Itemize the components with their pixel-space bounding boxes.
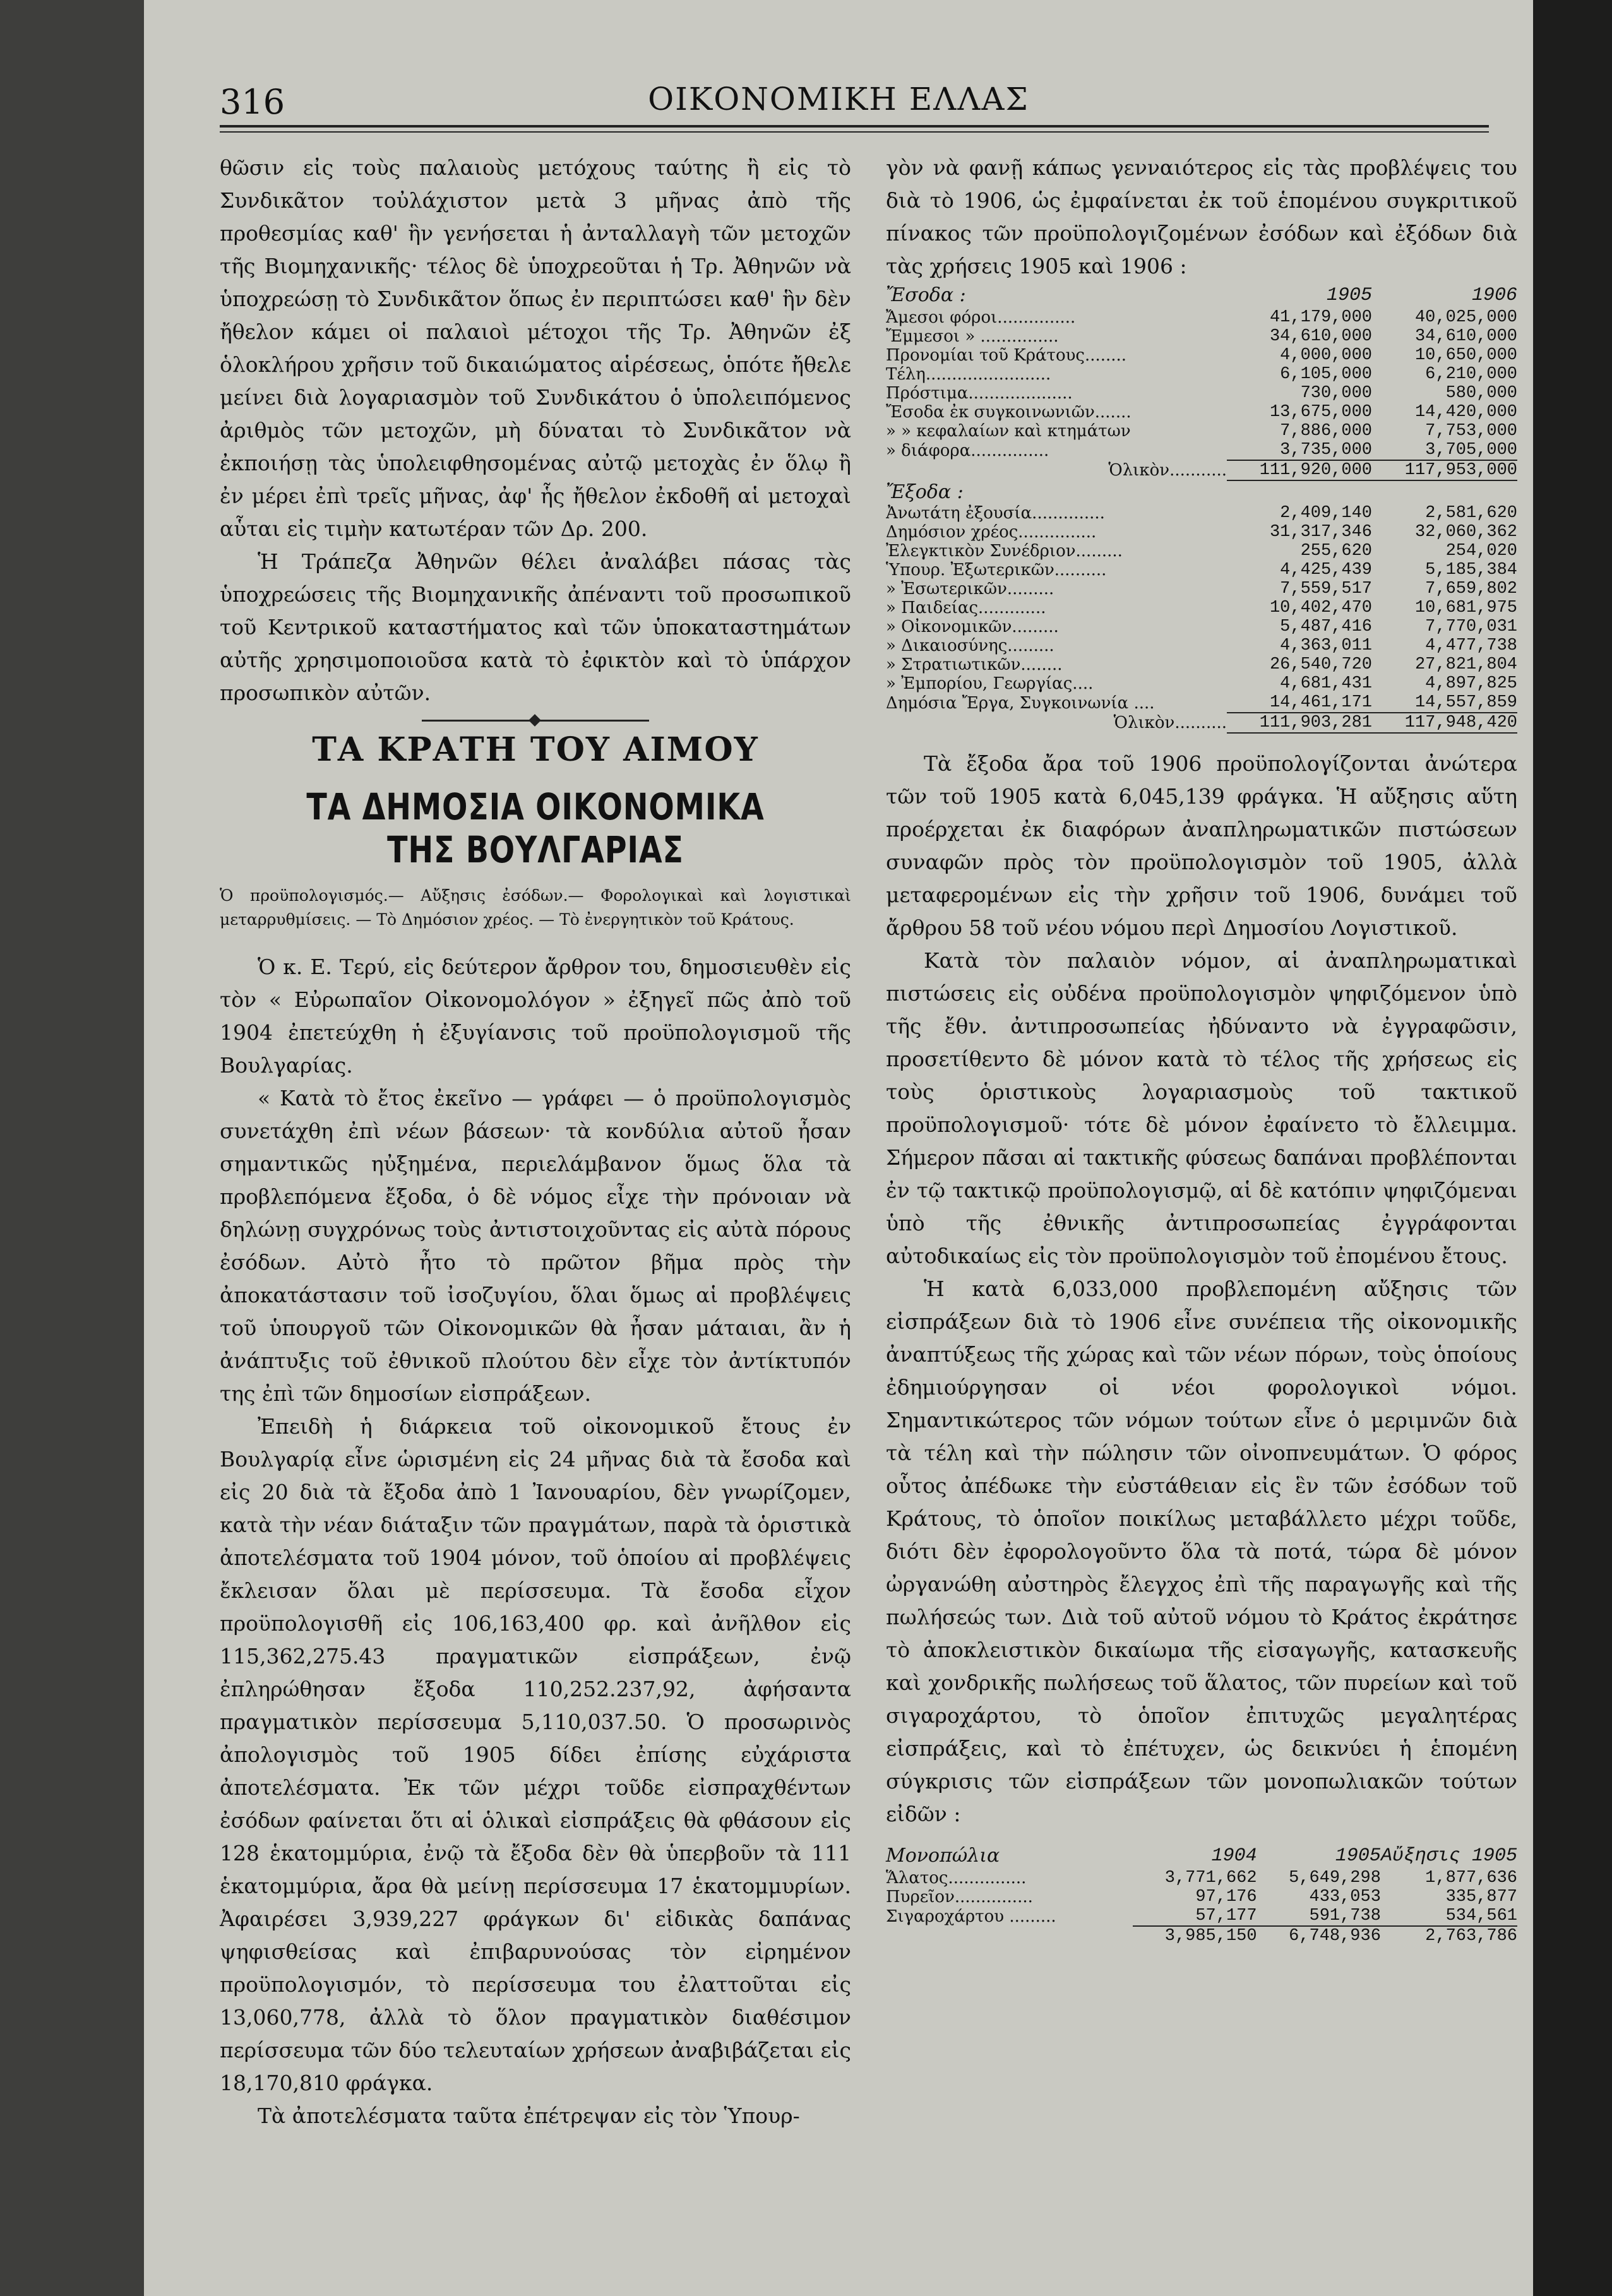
expense-total-label: Ὁλικὸν.......... [1113,713,1227,732]
right-intro: γὸν νὰ φανῇ κάπως γενναιότερος εἰς τὰς προβλέψεις του διὰ τὸ 1906, ὡς ἐμφαίνεται ἐκ τοῦ ἑπομένου συγκριτικοῦ πίνακος τῶν προϋπολογιζομένων ἐσόδων καὶ ἐξόδων διὰ τὰς χρήσεις 1905 καὶ 1906 : [886,155,1517,278]
monopoly-1905-heading: 1905 [1335,1845,1381,1867]
expense-item-label: Δημόσιον χρέος............... [886,523,1097,542]
left-paragraph-6: Τὰ ἀποτελέσματα ταῦτα ἐπέτρεψαν εἰς τὸν Ὑπουρ- [258,2103,800,2128]
expense-1906-value: 254,020 [1445,542,1517,561]
revenue-item-label: Ἔσοδα ἐκ συγκοινωνιῶν....... [886,403,1131,422]
left-paragraph-5: Ἐπειδὴ ἡ διάρκεια τοῦ οἰκονομικοῦ ἔτους ἐν Βουλγαρίᾳ εἶνε ὡρισμένη εἰς 24 μῆνας διὰ τὰ ἔσοδα καὶ εἰς 20 διὰ τὰ ἔξοδα ἀπὸ 1 Ἰανουαρίου, δὲν γνωρίζομεν, κατὰ τὴν νέαν διάταξιν τῶν πραγμάτων, παρὰ τὰ ὁριστικὰ ἀποτελέσματα τοῦ 1904 μόνον, τοῦ ὁποίου αἱ προβλέψεις ἔκλεισαν ὅλαι μὲ περίσσευμα. Τὰ ἔσοδα εἶχον προϋπολογισθῆ εἰς 106,163,400 φρ. καὶ ἀνῆλθον εἰς 115,362,275.43 πραγματικῶν εἰσπράξεων, ἐνῷ ἐπληρώθησαν ἔξοδα 110,252.237,92, ἀφήσαντα πραγματικὸν περίσσευμα 5,110,037.50. Ὁ προσωρινὸς ἀπολογισμὸς τοῦ 1905 δίδει ἐπίσης εὐχάριστα ἀποτελέσματα. Ἐκ τῶν μέχρι τοῦδε εἰσπραχθέντων ἐσόδων φαίνεται ὅτι αἱ ὁλικαὶ εἰσπράξεις θὰ φθάσουν εἰς 128 ἑκατομμύρια, ἐνῷ τὰ ἔξοδα δὲν θὰ ὑπερβοῦν τὰ 111 ἑκατομμύρια, ἄρα θὰ μείνῃ περίσσευμα 17 ἑκατομμυρίων. Ἀφαιρέσει 3,939,227 φράγκων δι' εἰδικὰς δαπάνας ψηφισθείσας καὶ ἐπιβαρυνούσας τὸν εἰρημένον προϋπολογισμόν, τὸ περίσσευμα του ἐλαττοῦται εἰς 13,060,778, ἀλλὰ τὸ ὅλον πραγματικὸν διαθέσιμον περίσσευμα τῶν δύο τελευταίων χρήσεων ἀναβιβάζεται εἰς 18,170,810 φράγκα. [220,1414,851,2095]
monopoly-1904-value: 3,771,662 [1164,1869,1257,1888]
year-1906-heading: 1906 [1471,285,1517,306]
revenue-1905-value: 41,179,000 [1269,308,1372,327]
expense-item-label: » Ἐσωτερικῶν......... [886,580,1054,598]
expense-row [886,636,1517,655]
expense-blank-1 [1227,480,1372,504]
expense-1906-value: 27,821,804 [1414,655,1517,674]
revenue-row [886,327,1517,346]
monopoly-row [886,1906,1517,1926]
expense-heading: Ἔξοδα : [886,480,964,503]
expense-total-row [886,713,1517,733]
expense-1906-value: 7,659,802 [1425,580,1517,598]
section-separator [422,720,649,722]
year-1905-heading: 1905 [1326,285,1372,306]
monopoly-increase-value: 1,877,636 [1425,1869,1517,1888]
header-rule-thin [220,131,1489,133]
left-paragraph-2: Ἡ Τράπεζα Ἀθηνῶν θέλει ἀναλάβει πάσας τὰς ὑποχρεώσεις τῆς Βιομηχανικῆς ἀπέναντι τοῦ προσωπικοῦ τοῦ Κεντρικοῦ καταστήματος καὶ τῶν ὑποκαταστημάτων αὐτῆς χρησιμοποιοῦσα κατὰ τὸ ἐφικτὸν καὶ τὸ ὑπάρχον προσωπικὸν αὐτῶν. [220,549,851,705]
revenue-total-row [886,460,1517,480]
revenue-1906-value: 14,420,000 [1414,403,1517,422]
expense-item-label: » Οἰκονομικῶν......... [886,617,1059,636]
expense-item-label: » Ἐμπορίου, Γεωργίας.... [886,674,1094,693]
expense-row [886,598,1517,617]
expense-row [886,580,1517,598]
revenue-1906-value: 6,210,000 [1425,365,1517,384]
revenue-1906-value: 34,610,000 [1414,327,1517,346]
revenue-total-label: Ὁλικὸν........... [1108,461,1227,480]
expense-item-label: Δημόσια Ἔργα, Συγκοινωνία .... [886,693,1155,713]
page-header [220,76,1457,126]
monopoly-1904-value: 57,177 [1195,1906,1257,1925]
monopoly-total-blank [886,1926,1133,1946]
revenue-item-label: » διάφορα............... [886,441,1049,460]
expense-row [886,693,1517,713]
revenue-1905-value: 3,735,000 [1280,441,1372,460]
revenue-row [886,365,1517,384]
expense-row [886,542,1517,561]
expense-item-label: Ἐλεγκτικὸν Συνέδριον......... [886,542,1123,561]
expense-row [886,504,1517,523]
budget-header-row [886,283,1517,308]
expense-item-label: Ἀνωτάτη ἐξουσία.............. [886,504,1105,523]
monopoly-heading: Μονοπώλια [886,1845,1000,1867]
monopoly-row [886,1888,1517,1906]
page-number: 316 [220,82,285,122]
revenue-row [886,346,1517,365]
revenue-1905-value: 6,105,000 [1280,365,1372,384]
expense-1905-value: 31,317,346 [1269,523,1372,542]
expense-item-label: » Στρατιωτικῶν........ [886,655,1063,674]
revenue-item-label: » » κεφαλαίων καὶ κτημάτων [886,422,1131,441]
expense-1905-value: 4,681,431 [1280,674,1372,693]
newspaper-page [144,0,1533,2296]
revenue-1906-value: 40,025,000 [1414,308,1517,327]
monopoly-item-label: Σιγαροχάρτου ......... [886,1906,1056,1926]
monopoly-increase-value: 335,877 [1445,1888,1517,1906]
expense-row [886,674,1517,693]
expense-1906-value: 2,581,620 [1425,504,1517,523]
monopoly-1904-heading: 1904 [1211,1845,1257,1867]
monopoly-1905-value: 5,649,298 [1289,1869,1381,1888]
revenue-1906-value: 580,000 [1445,384,1517,403]
expense-1906-value: 4,897,825 [1425,674,1517,693]
revenue-row [886,384,1517,403]
monopoly-item-label: Ἅλατος............... [886,1869,1027,1888]
right-paragraph-3: Ἡ κατὰ 6,033,000 προβλεπομένη αὔξησις τῶν εἰσπράξεων διὰ τὸ 1906 εἶνε συνέπεια τῆς οἰκονομικῆς ἀναπτύξεως τῆς χώρας καὶ τῶν νέων πόρων, τοὺς ὁποίους ἐδημιούργησαν οἱ νέοι φορολογικοὶ νόμοι. Σημαντικώτερος τῶν νόμων τούτων εἶνε ὁ μεριμνῶν διὰ τὰ τέλη καὶ τὴν πώλησιν τῶν οἰνοπνευμάτων. Ὁ φόρος οὗτος ἀπέδωκε τὴν εὐστάθειαν εἰς ἓν τῶν ἐσόδων τοῦ Κράτους, τὸ ὁποῖον ποικίλως μεταβάλλετο μέχρι τοῦδε, διότι δὲν ἐφορολογοῦντο ὅλα τὰ ποτά, τώρα δὲ μόνον ὠργανώθη αὐστηρὸς ἔλεγχος ἐπὶ τῆς παραγωγῆς καὶ τῆς πωλήσεώς των. Διὰ τοῦ αὐτοῦ νόμου τὸ Κράτος ἐκράτησε τὸ ἀποκλειστικὸν δικαίωμα τῆς εἰσαγωγῆς, κατασκευῆς καὶ χονδρικῆς πωλήσεως τοῦ ἅλατος, τῶν πυρείων καὶ τοῦ σιγαροχάρτου, τὸ ὁποῖον ἐπιτυχῶς μεγαλητέρας εἰσπράξεις, καὶ τὸ ἐπέτυχεν, ὡς δεικνύει ἡ ἑπομένη σύγκρισις τῶν εἰσπράξεων τῶν μονοπωλιακῶν τούτων εἰδῶν : [886,1276,1517,1826]
expense-1905-value: 2,409,140 [1280,504,1372,523]
header-rule [220,125,1489,128]
expense-header-row [886,480,1517,504]
monopoly-1905-value: 591,738 [1309,1906,1381,1925]
revenue-1905-value: 4,000,000 [1280,346,1372,365]
revenue-item-label: Ἔμμεσοι » ............... [886,327,1059,346]
expense-item-label: Ὑπουρ. Ἐξωτερικῶν.......... [886,561,1107,580]
expense-1905-value: 255,620 [1300,542,1372,561]
revenue-row [886,308,1517,327]
expense-1905-value: 10,402,470 [1269,598,1372,617]
monopoly-increase-value: 534,561 [1445,1906,1517,1925]
revenue-1905-value: 34,610,000 [1269,327,1372,346]
revenue-1905-value: 7,886,000 [1280,422,1372,441]
revenue-row [886,403,1517,422]
revenue-1906-value: 10,650,000 [1414,346,1517,365]
expense-1905-value: 4,425,439 [1280,561,1372,580]
revenue-item-label: Προνομίαι τοῦ Κράτους........ [886,346,1127,365]
revenue-row [886,422,1517,441]
expense-row [886,617,1517,636]
article-summary: Ὁ προϋπολογισμός.— Αὔξησις ἐσόδων.— Φορολογικαὶ καὶ λογιστικαὶ μεταρρυθμίσεις. — Τὸ Δημόσιον χρέος. — Τὸ ἐνεργητικὸν τοῦ Κράτους. [220,886,851,929]
revenue-1906-value: 3,705,000 [1425,441,1517,460]
expense-1906-value: 5,185,384 [1425,561,1517,580]
running-title: ΟΙΚΟΝΟΜΙΚΗ ΕΛΛΑΣ [648,81,1029,117]
expense-1905-value: 4,363,011 [1280,636,1372,655]
revenue-item-label: Ἄμεσοι φόροι............... [886,308,1076,327]
left-column [220,152,851,2132]
expense-1906-value: 32,060,362 [1414,523,1517,542]
expense-row [886,561,1517,580]
expense-1906-value: 7,770,031 [1425,617,1517,636]
monopoly-row [886,1869,1517,1888]
monopoly-item-label: Πυρεῖον............... [886,1888,1033,1906]
revenue-item-label: Πρόστιμα.................... [886,384,1073,403]
right-paragraph-1: Τὰ ἔξοδα ἄρα τοῦ 1906 προϋπολογίζονται ἀνώτερα τῶν τοῦ 1905 κατὰ 6,045,139 φράγκα. Ἡ αὔξησις αὕτη προέρχεται ἐκ διαφόρων ἀναπληρωματικῶν πιστώσεων συναφῶν πρὸς τὸν προϋπολογισμὸν τοῦ 1905, ἀλλὰ μεταφερομένων εἰς τὴν χρῆσιν τοῦ 1906, δυνάμει τοῦ ἄρθρου 58 τοῦ νέου νόμου περὶ Δημοσίου Λογιστικοῦ. [886,751,1517,940]
left-paragraph-4: « Κατὰ τὸ ἔτος ἐκεῖνο — γράφει — ὁ προϋπολογισμὸς συνετάχθη ἐπὶ νέων βάσεων· τὰ κονδύλια αὐτοῦ ἦσαν σημαντικῶς ηὐξημένα, περιελάμβανον ὅμως ὅλα τὰ προβλεπόμενα ἔξοδα, ὁ δὲ νόμος εἶχε τὴν πρόνοιαν νὰ δηλώνῃ συγχρόνως τοὺς ἀντιστοιχοῦντας εἰς αὐτὰ πόρους ἐσόδων. Αὐτὸ ἦτο τὸ πρῶτον βῆμα πρὸς τὴν ἀποκατάστασιν τοῦ ἰσοζυγίου, ὅλαι ὅμως αἱ προβλέψεις τοῦ ὑπουργοῦ τῶν Οἰκονομικῶν θὰ ἦσαν μάταιαι, ἂν ἡ ἀνάπτυξις τοῦ ἐθνικοῦ πλούτου δὲν εἶχε τὸν ἀντίκτυπόν της ἐπὶ τῶν δημοσίων εἰσπράξεων. [220,1086,851,1406]
article-title: ΤΑ ΔΗΜΟΣΙΑ ΟΙΚΟΝΟΜΙΚΑ ΤΗΣ ΒΟΥΛΓΑΡΙΑΣ [306,785,765,871]
monopoly-1904-value: 97,176 [1195,1888,1257,1906]
expense-1906-value: 10,681,975 [1414,598,1517,617]
expense-1905-value: 7,559,517 [1280,580,1372,598]
budget-table [886,283,1517,734]
left-paragraph-3: Ὁ κ. Ε. Τερύ, εἰς δεύτερον ἄρθρον του, δημοσιευθὲν εἰς τὸν « Εὐρωπαῖον Οἰκονομολόγον » ἐξηγεῖ πῶς ἀπὸ τοῦ 1904 ἐπετεύχθη ἡ ἐξυγίανσις τοῦ προϋπολογισμοῦ τῆς Βουλγαρίας. [220,955,851,1078]
monopoly-table [886,1843,1517,1946]
expense-item-label: » Παιδείας............. [886,598,1046,617]
expense-item-label: » Δικαιοσύνης......... [886,636,1054,655]
expense-1905-value: 26,540,720 [1269,655,1372,674]
monopoly-total-increase: 2,763,786 [1381,1926,1517,1946]
revenue-1905-value: 730,000 [1300,384,1372,403]
expense-total-1905: 111,903,281 [1227,713,1372,733]
monopoly-increase-heading: Αὔξησις 1905 [1380,1845,1517,1867]
expense-1906-value: 4,477,738 [1425,636,1517,655]
left-paragraph-1: θῶσιν εἰς τοὺς παλαιοὺς μετόχους ταύτης ἢ εἰς τὸ Συνδικᾶτον τοὐλάχιστον μετὰ 3 μῆνας ἀπὸ τῆς προθεσμίας καθ' ἣν γενήσεται ἡ ἀνταλλαγὴ τῶν μετοχῶν τῆς Βιομηχανικῆς· τέλος δὲ ὑποχρεοῦται ἡ Τρ. Ἀθηνῶν νὰ ὑποχρεώσῃ τὸ Συνδικᾶτον ὅπως ἐν περιπτώσει καθ' ἣν δὲν ἤθελον κάμει οἱ παλαιοὶ μέτοχοι τῆς Τρ. Ἀθηνῶν ἐξ ὁλοκλήρου χρῆσιν τοῦ δικαιώματος αἱρέσεως, ὁπότε ἤθελε μείνει διὰ λογαριασμὸν τοῦ Συνδικάτου ὁ ὑπολειπόμενος ἀριθμὸς τῶν μετοχῶν, μὴ δύναται τὸ Συνδικᾶτον νὰ ἐκποιήσῃ τὰς ὑπολειφθησομένας αὐτῷ μετοχὰς ἐν ὅλῳ ἢ ἐν μέρει ἐπὶ τρεῖς μῆνας, ἀφ' ἧς ἤθελον ἐκδοθῆ αἱ μετοχαὶ αὗται εἰς τιμὴν κατωτέραν τῶν Δρ. 200. [220,155,851,541]
expense-row [886,655,1517,674]
monopoly-1905-value: 433,053 [1309,1888,1381,1906]
right-column [886,152,1517,1946]
monopoly-total-1904: 3,985,150 [1133,1926,1257,1946]
monopoly-total-1905: 6,748,936 [1257,1926,1381,1946]
expense-1905-value: 5,487,416 [1280,617,1372,636]
revenue-heading: Ἔσοδα : [886,284,966,306]
expense-row [886,523,1517,542]
monopoly-total-row [886,1926,1517,1946]
revenue-total-1906: 117,953,000 [1372,460,1517,480]
expense-1906-value: 14,557,859 [1414,693,1517,712]
revenue-item-label: Τέλη........................ [886,365,1051,384]
right-paragraph-2: Κατὰ τὸν παλαιὸν νόμον, αἱ ἀναπληρωματικαὶ πιστώσεις εἰς οὐδένα προϋπολογισμὸν ψηφιζόμενον ὑπὸ τῆς ἔθν. ἀντιπροσωπείας ἠδύναντο νὰ ἐγγραφῶσιν, προσετίθεντο δὲ μόνον κατὰ τὸ τέλος τῆς χρήσεως εἰς τοὺς ὁριστικοὺς λογαριασμοὺς τοῦ τακτικοῦ προϋπολογισμοῦ· τότε δὲ μόνον ἐφαίνετο τὸ ἔλλειμμα. Σήμερον πᾶσαι αἱ τακτικῆς φύσεως δαπάναι προβλέπονται ἐν τῷ τακτικῷ προϋπολογισμῷ, αἱ δὲ κατόπιν ψηφιζόμεναι ὑπὸ τῆς ἐθνικῆς ἀντιπροσωπείας ἐγγράφονται αὐτοδικαίως εἰς τὸν προϋπολογισμὸν τοῦ ἐπομένου ἔτους. [886,948,1517,1268]
scan-edge [1533,0,1612,2296]
expense-total-1906: 117,948,420 [1372,713,1517,733]
revenue-1905-value: 13,675,000 [1269,403,1372,422]
expense-1905-value: 14,461,171 [1269,693,1372,712]
revenue-row [886,441,1517,460]
monopoly-header-row [886,1843,1517,1869]
revenue-total-1905: 111,920,000 [1227,460,1372,480]
revenue-1906-value: 7,753,000 [1425,422,1517,441]
section-heading: ΤΑ ΚΡΑΤΗ ΤΟΥ ΑΙΜΟΥ [312,730,759,769]
expense-blank-2 [1372,480,1517,504]
